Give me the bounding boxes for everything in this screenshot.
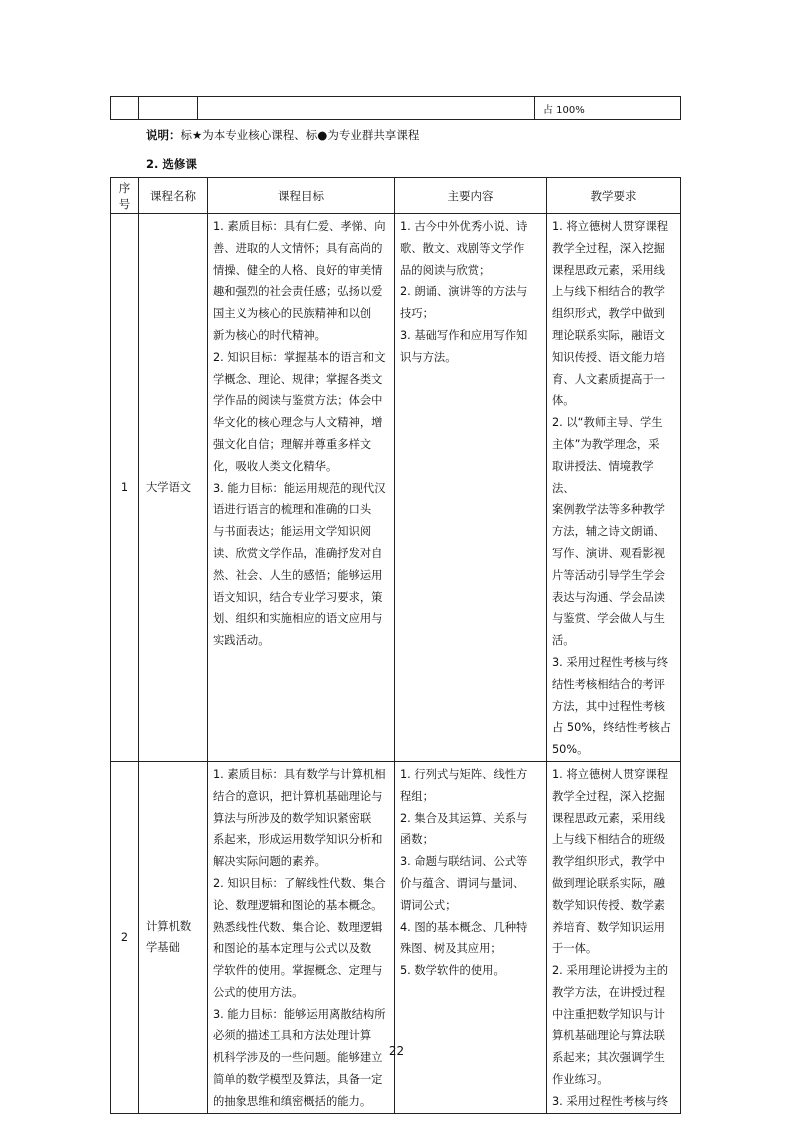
row-course-goal: 1. 素质目标：具有仁爱、孝悌、向 善、进取的人文情怀；具有高尚的 情操、健全的人格、良好的审美情 趣和强烈的社会责任感；弘扬以爱 国主义为核心的民族精神和以创 新为核心的时代精神。 2. 知识目标：掌握基本的语言和文 学概念、理论、规律；掌握各类文 学作品的阅读与鉴赏方法；体会中 华文化的核心理念与人文精神，增 强文化自信；理解并尊重多样文 化，吸收人类文化精华。 3. 能力目标：能运用规范的现代汉 语进行语言的梳理和准确的口头 与书面表达；能运用文学知识阅 读、欣赏文学作品，准确抒发对自 然、社会、人生的感悟；能够运用 语文知识，结合专业学习要求，策 划、组织和实施相应的语文应用与 实践活动。: [208, 214, 395, 762]
header-course-name: 课程名称: [139, 178, 208, 214]
table-cell: [139, 97, 198, 120]
row-course-goal: 1. 素质目标：具有数学与计算机相 结合的意识，把计算机基础理论与 算法与所涉及的数学知识紧密联 系起来，形成运用数学知识分析和 解决实际问题的素养。 2. 知识目标：了解线性代数、集合 论、数理逻辑和图论的基本概念。 熟悉线性代数、集合论、数理逻辑 和图论的基本定理与公式以及数 学软件的使用。掌握概念、定理与 公式的使用方法。 3. 能力目标：能够运用离散结构所 必须的描述工具和方法处理计算 机科学涉及的一些问题。能够建立 简单的数学模型及算法，具备一定 的抽象思维和缜密概括的能力。: [208, 761, 395, 1113]
row-teaching-requirement: 1. 将立德树人贯穿课程 教学全过程，深入挖掘 课程思政元素，采用线 上与线下相结合的教学 组织形式，教学中做到 理论联系实际，融语文 知识传授、语文能力培 育、人文素质提高于一 体。 2. 以“教师主导、学生 主体”为教学理念，采 取讲授法、情境教学法、 案例教学法等多种教学 方法，辅之诗文朗诵、 写作、演讲、观看影视 片等活动引导学生学会 表达与沟通、学会品读 与鉴赏、学会做人与生 活。 3. 采用过程性考核与终 结性考核相结合的考评 方法，其中过程性考核 占 50%，终结性考核占 50%。: [547, 214, 681, 762]
table-row: [111, 97, 681, 120]
table-cell: [111, 97, 139, 120]
table-row: [111, 214, 681, 762]
row-teaching-requirement: 1. 将立德树人贯穿课程 教学全过程，深入挖掘 课程思政元素，采用线 上与线下相结合的班级 教学组织形式，教学中 做到理论联系实际，融 数学知识传授、数学素 养培育、数学知识运用 于一体。 2. 采用理论讲授为主的 教学方法，在讲授过程 中注重把数学知识与计 算机基础理论与算法联 系起来；其次强调学生 作业练习。 3. 采用过程性考核与终: [547, 761, 681, 1113]
row-seq: 2: [111, 761, 139, 1113]
table-header-row: [111, 178, 681, 214]
header-seq: 序 号: [111, 178, 139, 214]
row-course-name: 计算机数 学基础: [139, 761, 208, 1113]
note-label: 说明：: [146, 128, 181, 142]
row-main-content: 1. 行列式与矩阵、线性方 程组； 2. 集合及其运算、关系与 函数； 3. 命题与联结词、公式等 价与蕴含、谓词与量词、 谓词公式； 4. 图的基本概念、几种特 殊图、树及其应用； 5. 数学软件的使用。: [395, 761, 547, 1113]
previous-table-last-row: [110, 96, 681, 120]
table-note: [146, 127, 419, 143]
note-text: 标★为本专业核心课程、标●为专业群共享课程: [180, 128, 420, 142]
header-teaching-requirement: 教学要求: [547, 178, 681, 214]
header-course-goal: 课程目标: [208, 178, 395, 214]
row-main-content: 1. 古今中外优秀小说、诗 歌、散文、戏剧等文学作 品的阅读与欣赏； 2. 朗诵、演讲等的方法与 技巧； 3. 基础写作和应用写作知 识与方法。: [395, 214, 547, 762]
row-seq: 1: [111, 214, 139, 762]
elective-course-table: [110, 177, 681, 1114]
table-cell: [198, 97, 535, 120]
assessment-cell: 占 100%: [535, 97, 681, 120]
section-title: 2. 选修课: [146, 157, 197, 171]
row-course-name: 大学语文: [139, 214, 208, 762]
header-main-content: 主要内容: [395, 178, 547, 214]
table-row: [111, 761, 681, 1113]
page-number: 22: [388, 1044, 405, 1058]
